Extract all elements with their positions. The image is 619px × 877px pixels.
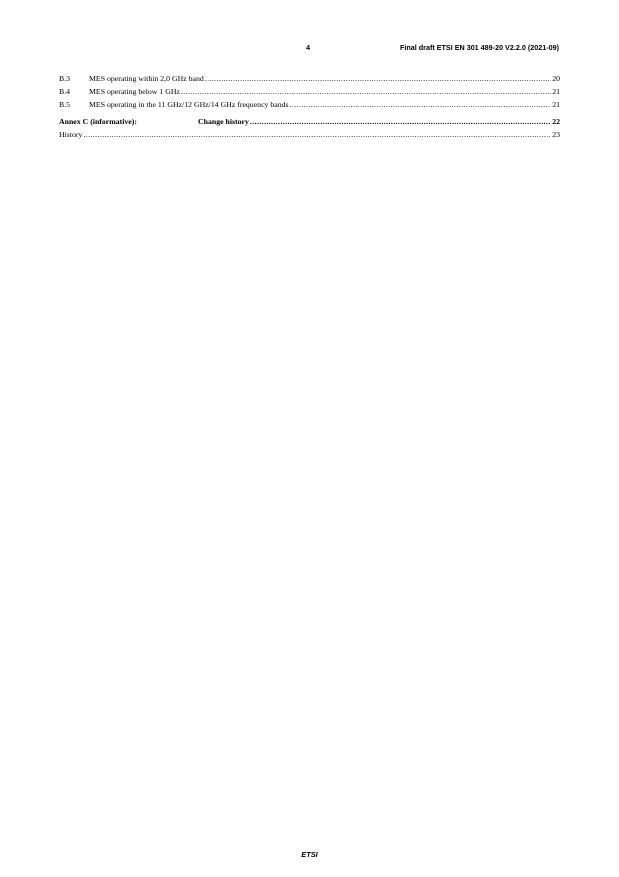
toc-annex-label: Annex C (informative): [59, 117, 137, 126]
page-footer: ETSI [301, 850, 318, 859]
toc-entry-number: B.3 [59, 74, 71, 83]
toc-entry-title: MES operating within 2,0 GHz band [89, 74, 204, 83]
toc-entry-page: 23 [552, 130, 560, 139]
toc-entry-history[interactable] [59, 128, 560, 141]
toc-entry-title: Change history [198, 117, 249, 126]
toc-entry-title: MES operating in the 11 GHz/12 GHz/14 GHz frequency bands [89, 100, 289, 109]
toc-entry-number: B.5 [59, 100, 71, 109]
toc-entry-page: 20 [552, 74, 560, 83]
toc-entry-page: 21 [552, 100, 560, 109]
toc-entry-page: 21 [552, 87, 560, 96]
table-of-contents [59, 72, 560, 141]
toc-dot-leader [290, 98, 552, 111]
toc-entry-page: 22 [552, 117, 560, 126]
page-header [0, 43, 619, 57]
toc-dot-leader [250, 115, 551, 128]
toc-entry-number: B.4 [59, 87, 71, 96]
toc-entry-b5[interactable] [59, 98, 560, 111]
toc-entry-b3[interactable] [59, 72, 560, 85]
toc-dot-leader [83, 128, 551, 141]
toc-dot-leader [205, 72, 551, 85]
toc-entry-annex-c[interactable] [59, 115, 560, 128]
page-number: 4 [306, 43, 310, 52]
document-title: Final draft ETSI EN 301 489-20 V2.2.0 (2021-09) [400, 43, 559, 52]
toc-entry-b4[interactable] [59, 85, 560, 98]
toc-entry-title: MES operating below 1 GHz [89, 87, 180, 96]
toc-dot-leader [181, 85, 551, 98]
toc-entry-title: History [59, 130, 83, 139]
